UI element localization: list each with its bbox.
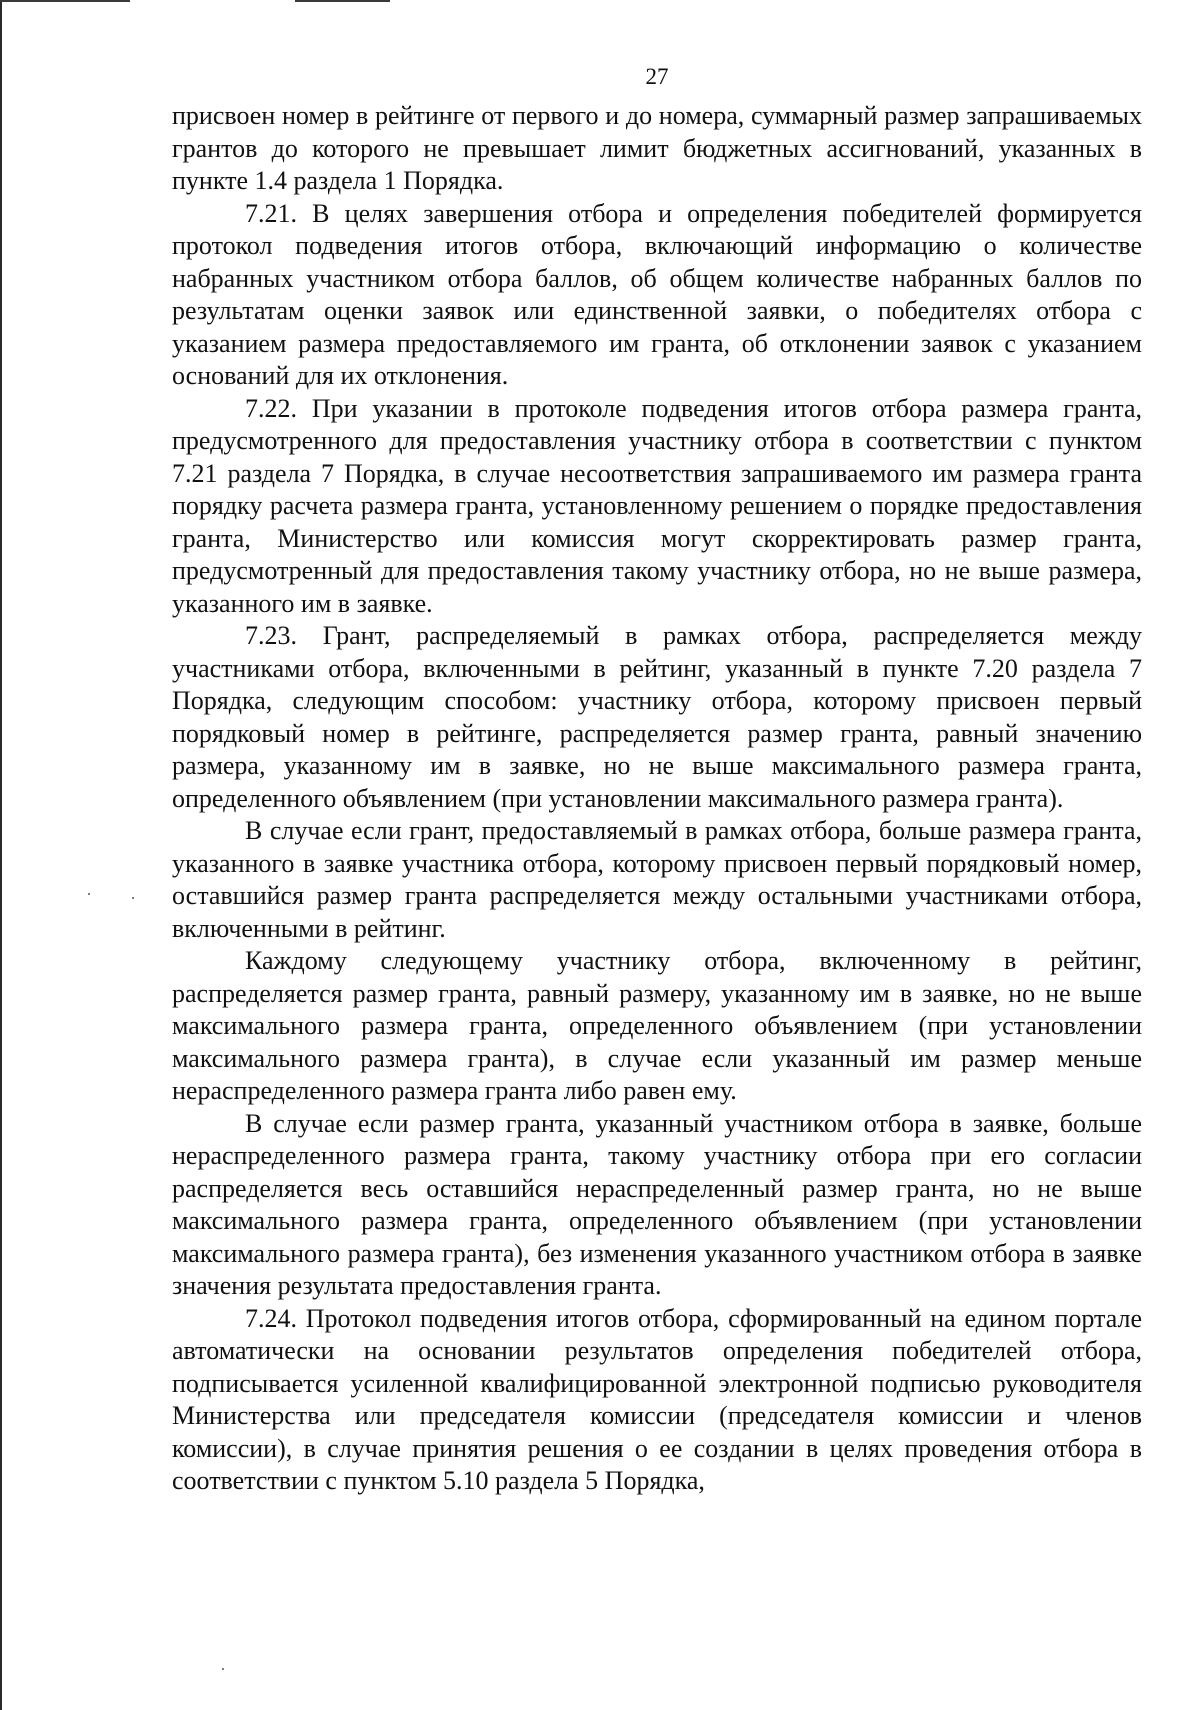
document-body	[172, 100, 1142, 1498]
document-page	[172, 62, 1142, 1498]
scan-edge-top-right	[295, 0, 390, 2]
paragraph-7-22: 7.22. При указании в протоколе подведения итогов отбора размера гранта, предусмотренного для предоставления участнику отбора в соответствии с пунктом 7.21 раздела 7 Порядка, в случае несоответствия запрашиваемого им размера гранта порядку расчета размера гранта, установленному решением о порядке предоставления гранта, Министерство или комиссия могут скорректировать размер гранта, предусмотренный для предоставления такому участнику отбора, но не выше размера, указанного им в заявке.	[172, 393, 1142, 618]
scan-speck	[132, 897, 134, 899]
scan-edge-top-left	[0, 0, 130, 2]
paragraph-7-24: 7.24. Протокол подведения итогов отбора, сформированный на едином портале автоматически на основании результатов определения победителей отбора, подписывается усиленной квалифицированной электронной подписью руководителя Министерства или председателя комиссии (председателя комиссии и членов комиссии), в случае принятия решения о ее создании в целях проведения отбора в соответствии с пунктом 5.10 раздела 5 Порядка,	[172, 1303, 1142, 1495]
paragraph-7-23: 7.23. Грант, распределяемый в рамках отбора, распределяется между участниками отбора, включенными в рейтинг, указанный в пункте 7.20 раздела 7 Порядка, следующим способом: участнику отбора, которому присвоен первый порядковый номер в рейтинге, распределяется размер гранта, равный значению размера, указанному им в заявке, но не выше максимального размера гранта, определенного объявлением (при установлении максимального размера гранта).	[172, 621, 1142, 813]
paragraph-remaining-grant: В случае если грант, предоставляемый в рамках отбора, больше размера гранта, указанного в заявке участника отбора, которому присвоен первый порядковый номер, оставшийся размер гранта распределяется между остальными участниками отбора, включенными в рейтинг.	[172, 816, 1142, 943]
scan-speck	[88, 893, 90, 895]
paragraph-next-participant: Каждому следующему участнику отбора, включенному в рейтинг, распределяется размер гранта, равный размеру, указанному им в заявке, но не выше максимального размера гранта, определенного объявлением (при установлении максимального размера гранта), в случае если указанный им размер меньше нераспределенного размера гранта либо равен ему.	[172, 946, 1142, 1105]
scan-edge-left	[0, 0, 2, 1710]
page-number: 27	[645, 64, 669, 89]
scan-speck	[222, 1668, 224, 1670]
paragraph-7-21: 7.21. В целях завершения отбора и определения победителей формируется протокол подведения итогов отбора, включающий информацию о количестве набранных участником отбора баллов, об общем количестве набранных баллов по результатам оценки заявок или единственной заявки, о победителях отбора с указанием размера предоставляемого им гранта, об отклонении заявок с указанием оснований для их отклонения.	[172, 198, 1142, 390]
paragraph-exceeding-request: В случае если размер гранта, указанный участником отбора в заявке, больше нераспределенного размера гранта, такому участнику отбора при его согласии распределяется весь оставшийся нераспределенный размер гранта, но не выше максимального размера гранта, определенного объявлением (при установлении максимального размера гранта), без изменения указанного участником отбора в заявке значения результата предоставления гранта.	[172, 1108, 1142, 1300]
paragraph-continuation: присвоен номер в рейтинге от первого и до номера, суммарный размер запрашиваемых грантов до которого не превышает лимит бюджетных ассигнований, указанных в пункте 1.4 раздела 1 Порядка.	[172, 101, 1142, 195]
